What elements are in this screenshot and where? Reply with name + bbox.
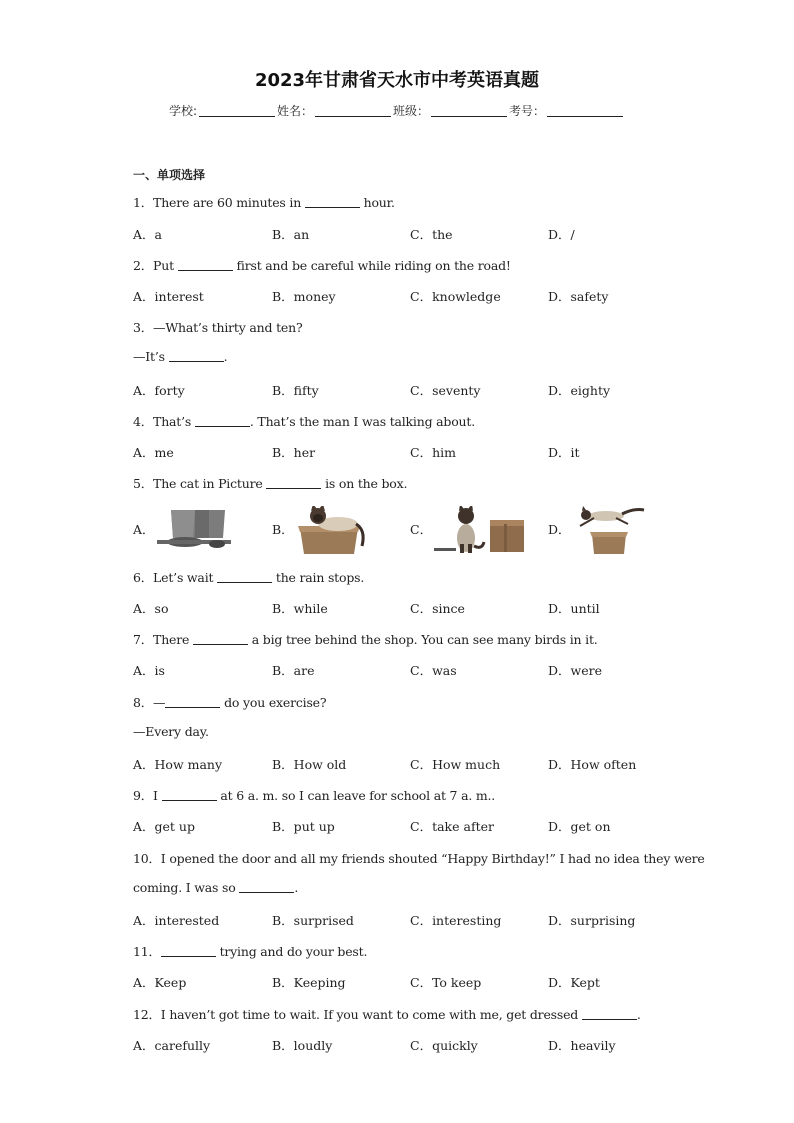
question-text: 4．That’s (133, 414, 195, 429)
option-a[interactable]: A．Keep (133, 975, 187, 990)
question-3-line-2 (133, 349, 227, 364)
answer-blank (195, 414, 250, 427)
question-3: 3．—What’s thirty and ten? (133, 320, 303, 335)
question-text: 1．There are 60 minutes in (133, 195, 305, 210)
option-c[interactable]: C．take after (410, 819, 494, 834)
question-text: . That’s the man I was talking about. (249, 414, 475, 429)
school-blank[interactable] (199, 102, 275, 117)
answer-blank (193, 632, 248, 645)
question-text: do you exercise? (220, 695, 327, 710)
question-text: at 6 a. m. so I can leave for school at 7 a. m.. (216, 788, 496, 803)
student-info-line (0, 102, 794, 119)
question-text: the rain stops. (272, 570, 365, 585)
class-blank[interactable] (431, 102, 507, 117)
answer-blank (161, 944, 216, 957)
question-9 (133, 786, 495, 804)
option-a[interactable]: A．forty (133, 383, 185, 398)
option-c[interactable]: C．quickly (410, 1038, 478, 1053)
option-d[interactable]: D．get on (548, 819, 611, 834)
option-d[interactable]: D．heavily (548, 1038, 616, 1053)
question-text: 9．I (133, 788, 162, 803)
option-d[interactable]: D．eighty (548, 383, 611, 398)
option-a[interactable]: A．carefully (133, 1038, 211, 1053)
name-label: 姓名： (277, 104, 314, 118)
option-c[interactable]: C．interesting (410, 913, 502, 928)
answer-blank (217, 570, 272, 583)
option-letter: D． (548, 522, 571, 537)
option-c[interactable]: C．was (410, 663, 457, 678)
option-b[interactable]: B．surprised (272, 913, 354, 928)
question-10: 10．I opened the door and all my friends shouted “Happy Birthday!” I had no idea they were (133, 851, 705, 866)
question-text: 8．— (133, 695, 166, 710)
class-label: 班级： (393, 104, 430, 118)
option-letter: C． (410, 522, 433, 537)
answer-blank (582, 1007, 637, 1020)
cat-beside-box-picture (432, 506, 532, 554)
option-c[interactable]: C．knowledge (410, 289, 501, 304)
option-b[interactable]: B．are (272, 663, 315, 678)
question-text: 12．I haven’t got time to wait. If you want to come with me, get dressed (133, 1007, 582, 1022)
question-text: a big tree behind the shop. You can see many birds in it. (248, 632, 598, 647)
question-text: 5．The cat in Picture (133, 476, 267, 491)
answer-blank (305, 195, 360, 208)
option-c[interactable]: C．seventy (410, 383, 481, 398)
cat-jumping-over-box-picture (570, 506, 650, 554)
option-b[interactable]: B．an (272, 227, 310, 242)
option-a[interactable]: A．me (133, 445, 174, 460)
option-d[interactable]: D．until (548, 601, 600, 616)
question-7 (133, 630, 598, 648)
answer-blank (162, 788, 217, 801)
option-a[interactable]: A．interest (133, 289, 204, 304)
option-b[interactable]: B．her (272, 445, 316, 460)
question-8-line-2: —Every day. (133, 724, 209, 739)
options-5 (133, 506, 663, 554)
option-c[interactable]: C．the (410, 227, 453, 242)
option-b[interactable]: B．put up (272, 819, 335, 834)
answer-blank (266, 476, 321, 489)
question-text: 6．Let’s wait (133, 570, 218, 585)
question-12 (133, 1005, 641, 1023)
name-blank[interactable] (315, 102, 391, 117)
question-text: hour. (359, 195, 395, 210)
question-text: . (636, 1007, 641, 1022)
question-2 (133, 256, 511, 274)
answer-blank (165, 695, 220, 708)
question-10-line-2 (133, 880, 298, 895)
option-letter: B． (272, 522, 294, 537)
cat-under-box-picture (155, 506, 235, 552)
option-c[interactable]: C．since (410, 601, 465, 616)
option-b[interactable]: B．Keeping (272, 975, 346, 990)
option-b[interactable]: B．while (272, 601, 328, 616)
question-text: first and be careful while riding on the road! (232, 258, 511, 273)
question-1 (133, 193, 395, 211)
question-text: is on the box. (321, 476, 408, 491)
section-title: 一、单项选择 (133, 168, 206, 182)
option-a[interactable]: A．get up (133, 819, 195, 834)
question-text: coming. I was so (133, 880, 240, 895)
option-b[interactable]: B．How old (272, 757, 347, 772)
cat-on-box-picture (294, 506, 374, 554)
answer-blank (239, 880, 294, 893)
option-d[interactable]: D．/ (548, 227, 575, 242)
option-c[interactable]: C．How much (410, 757, 501, 772)
answer-blank (169, 349, 224, 362)
question-11 (133, 942, 367, 960)
question-text: 11． (133, 944, 161, 959)
option-b[interactable]: B．fifty (272, 383, 319, 398)
question-text: . (294, 880, 299, 895)
school-label: 学校: (168, 104, 197, 118)
page-title: 2023年甘肃省天水市中考英语真题 (254, 70, 540, 91)
option-a[interactable]: A．is (133, 663, 165, 678)
option-d[interactable]: D．it (548, 445, 580, 460)
number-blank[interactable] (547, 102, 623, 117)
option-a[interactable]: A．interested (133, 913, 220, 928)
question-4 (133, 412, 475, 430)
question-text: 2．Put (133, 258, 178, 273)
option-c[interactable]: C．him (410, 445, 456, 460)
question-5 (133, 474, 407, 492)
question-text: . (223, 349, 228, 364)
question-8 (133, 693, 326, 711)
number-label: 考号： (509, 104, 546, 118)
option-b[interactable]: B．money (272, 289, 336, 304)
option-b[interactable]: B．loudly (272, 1038, 333, 1053)
option-a[interactable]: A．so (133, 601, 169, 616)
question-text: trying and do your best. (215, 944, 368, 959)
option-a[interactable]: A．How many (133, 757, 223, 772)
option-d[interactable]: D．surprising (548, 913, 636, 928)
option-c[interactable]: C．To keep (410, 975, 482, 990)
option-d[interactable]: D．safety (548, 289, 609, 304)
answer-blank (178, 258, 233, 271)
option-d[interactable]: D．Kept (548, 975, 600, 990)
question-text: —It’s (133, 349, 169, 364)
option-d[interactable]: D．were (548, 663, 602, 678)
option-letter: A． (133, 522, 155, 537)
question-6 (133, 568, 364, 586)
question-text: 7．There (133, 632, 193, 647)
option-d[interactable]: D．How often (548, 757, 637, 772)
option-a[interactable]: A．a (133, 227, 162, 242)
